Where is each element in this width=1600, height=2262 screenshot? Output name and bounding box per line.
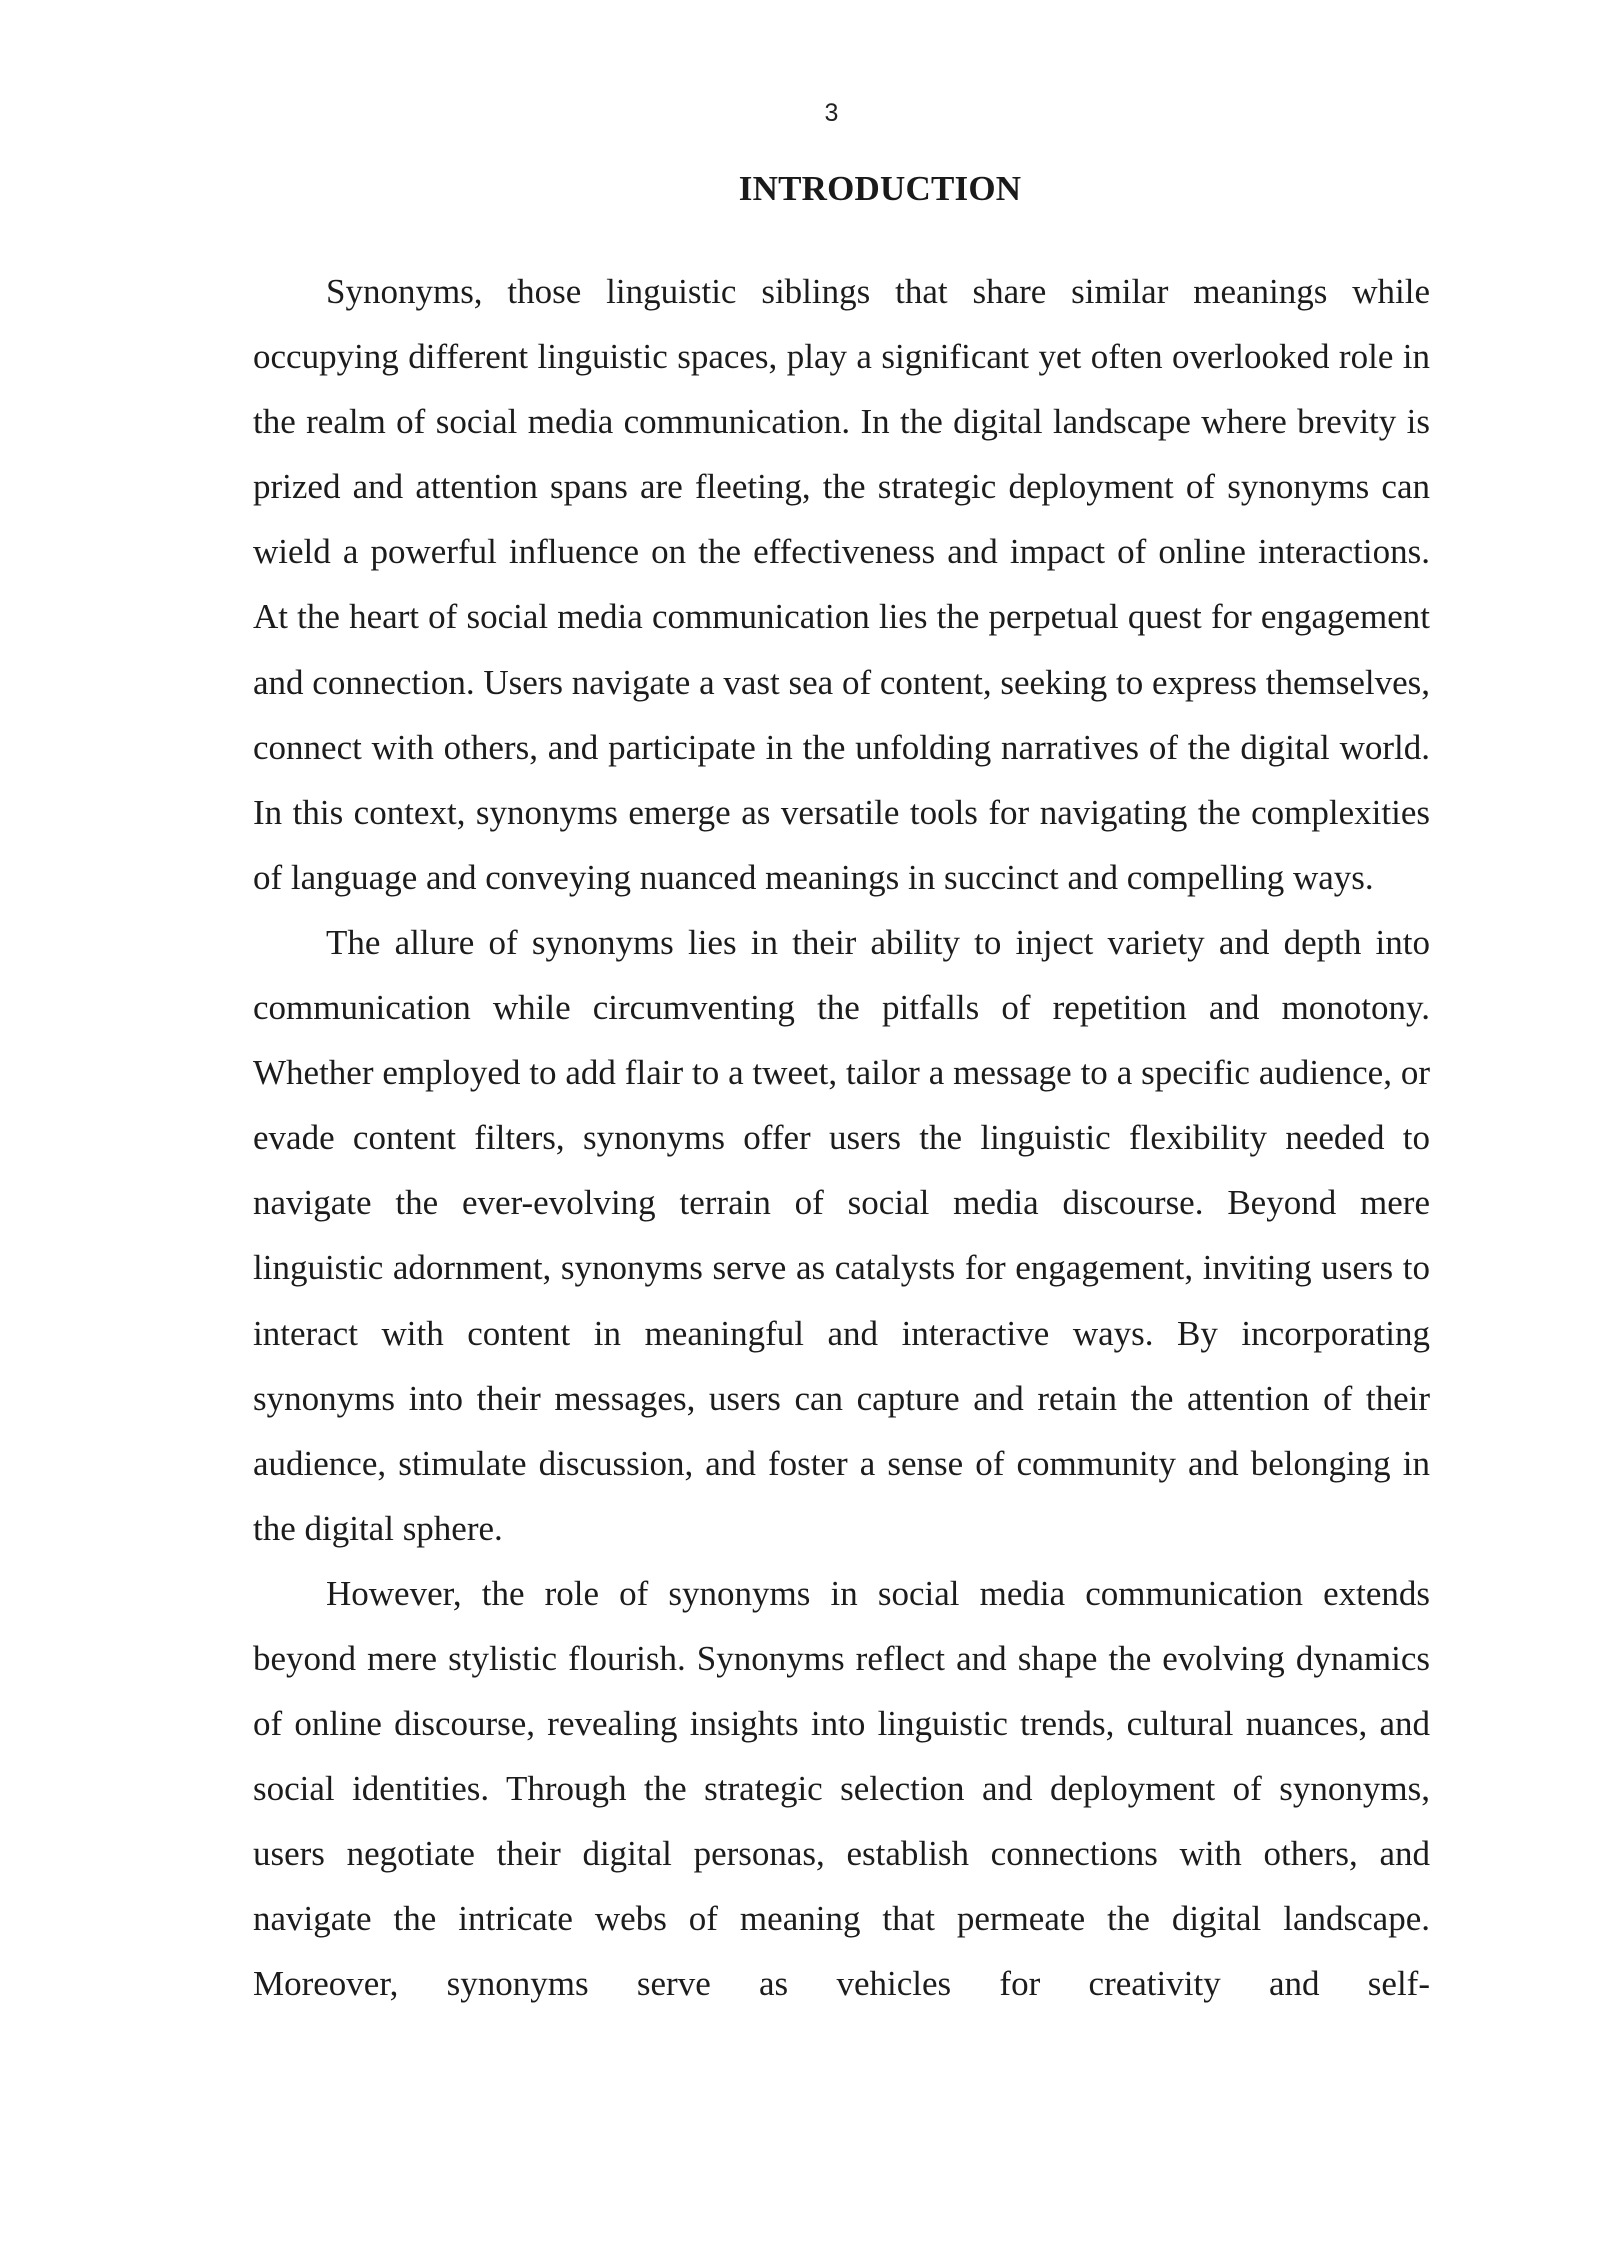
paragraph: However, the role of synonyms in social media communication extends beyond mere stylistic flourish. Synonyms reflect and shape the evolving dynamics of online discourse, revealing insights into linguistic trends, cultural nuances, and social identities. Through the strategic selection and deployment of synonyms, users negotiate their digital personas, establish connections with others, and navigate the intricate webs of meaning that permeate the digital landscape. Moreover, synonyms serve as vehicles for creativity and self- [253,1573,1430,2004]
page-number: 3 [824,99,839,127]
paragraph: The allure of synonyms lies in their ability to inject variety and depth into communication while circumventing the pitfalls of repetition and monotony. Whether employed to add flair to a tweet, tailor a message to a specific audience, or evade content filters, synonyms offer users the linguistic flexibility needed to navigate the ever-evolving terrain of social media discourse. Beyond mere linguistic adornment, synonyms serve as catalysts for engagement, inviting users to interact with content in meaningful and interactive ways. By incorporating synonyms into their messages, users can capture and retain the attention of their audience, stimulate discussion, and foster a sense of community and belonging in the digital sphere. [253,922,1430,1548]
body-text [253,259,1430,2017]
paragraph: Synonyms, those linguistic siblings that share similar meanings while occupying different linguistic spaces, play a significant yet often overlooked role in the realm of social media communication. In the digital landscape where brevity is prized and attention spans are fleeting, the strategic deployment of synonyms can wield a powerful influence on the effectiveness and impact of online interactions. At the heart of social media communication lies the perpetual quest for engagement and connection. Users navigate a vast sea of content, seeking to express themselves, connect with others, and participate in the unfolding narratives of the digital world. In this context, synonyms emerge as versatile tools for navigating the complexities of language and conveying nuanced meanings in succinct and compelling ways. [253,272,1430,897]
section-heading: INTRODUCTION [738,169,1022,208]
